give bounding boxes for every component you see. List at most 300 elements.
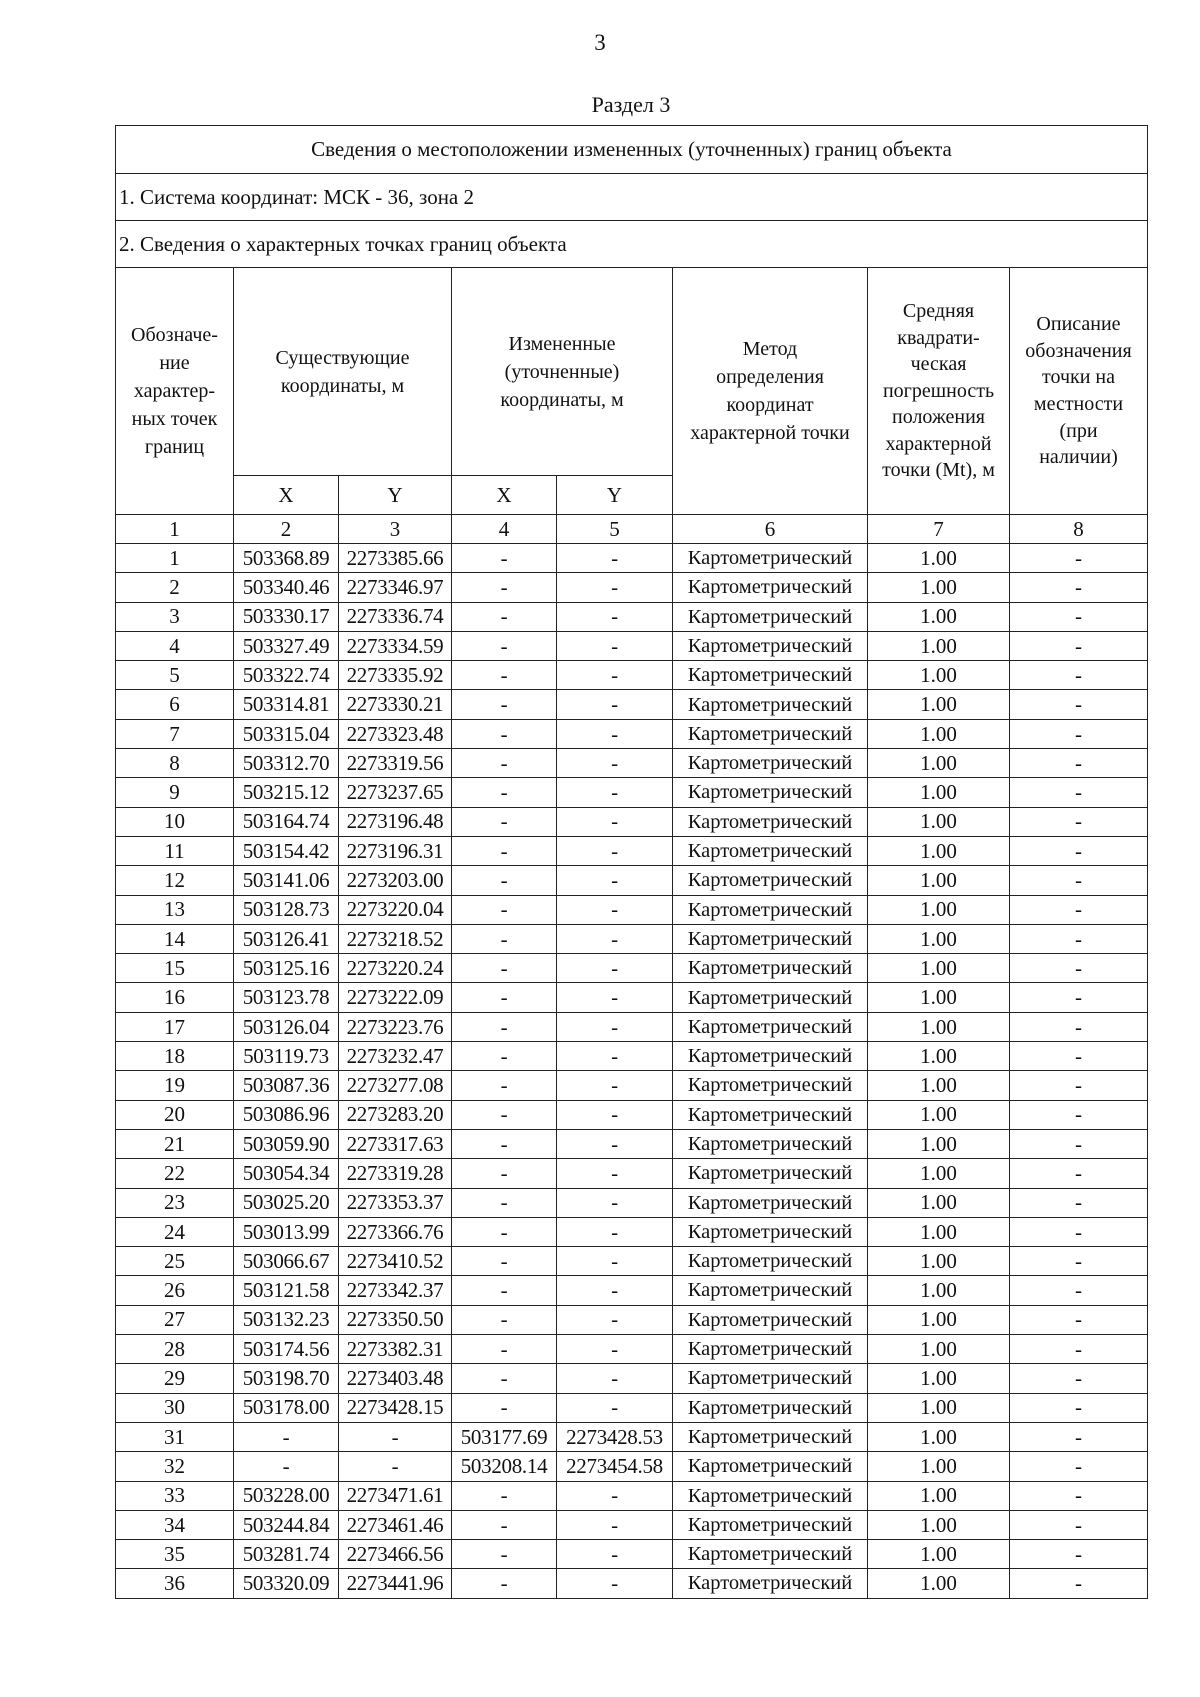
description-cell: - [1010,1422,1148,1451]
existing-y-cell: 2273222.09 [339,983,452,1012]
error-cell: 1.00 [868,1071,1010,1100]
method-cell: Картометрический [673,1540,868,1569]
changed-x-cell: - [452,719,557,748]
changed-x-cell: - [452,1159,557,1188]
existing-y-cell: 2273353.37 [339,1188,452,1217]
description-cell: - [1010,1042,1148,1071]
description-cell: - [1010,1247,1148,1276]
changed-y-cell: - [557,983,673,1012]
table-title: Сведения о местоположении измененных (уточненных) границ объекта [116,126,1148,174]
changed-y-cell: - [557,1364,673,1393]
changed-x-cell: - [452,924,557,953]
method-cell: Картометрический [673,1071,868,1100]
table-row [116,1335,1148,1364]
table-row [116,1510,1148,1539]
existing-x-cell: - [234,1422,339,1451]
changed-x-cell: - [452,866,557,895]
table-row [116,866,1148,895]
table-row [116,1012,1148,1041]
error-cell: 1.00 [868,1452,1010,1481]
point-id-cell: 30 [116,1393,234,1422]
table-body [116,544,1148,1599]
existing-y-cell: 2273466.56 [339,1540,452,1569]
existing-y-cell: 2273342.37 [339,1276,452,1305]
column-number: 7 [868,515,1010,544]
header-y-changed: Y [557,476,673,515]
changed-x-cell: - [452,1042,557,1071]
existing-x-cell: 503126.41 [234,924,339,953]
existing-y-cell: 2273220.04 [339,895,452,924]
existing-y-cell: 2273283.20 [339,1100,452,1129]
description-cell: - [1010,602,1148,631]
point-id-cell: 10 [116,807,234,836]
page-number: 3 [594,30,606,55]
description-cell: - [1010,954,1148,983]
existing-x-cell: 503327.49 [234,631,339,660]
changed-y-cell: - [557,690,673,719]
existing-y-cell: 2273366.76 [339,1217,452,1246]
error-cell: 1.00 [868,1276,1010,1305]
header-existing-coordinates: Существующие координаты, м [234,268,452,476]
existing-x-cell: 503066.67 [234,1247,339,1276]
changed-x-cell: - [452,1510,557,1539]
existing-y-cell: 2273196.48 [339,807,452,836]
method-cell: Картометрический [673,690,868,719]
changed-x-cell: - [452,1247,557,1276]
changed-x-cell: - [452,661,557,690]
error-cell: 1.00 [868,866,1010,895]
changed-x-cell: - [452,544,557,573]
existing-y-cell: 2273428.15 [339,1393,452,1422]
existing-x-cell: 503198.70 [234,1364,339,1393]
existing-x-cell: 503059.90 [234,1129,339,1158]
existing-y-cell: 2273334.59 [339,631,452,660]
existing-x-cell: 503125.16 [234,954,339,983]
changed-y-cell: - [557,836,673,865]
description-cell: - [1010,1305,1148,1334]
changed-x-cell: - [452,1481,557,1510]
changed-y-cell: - [557,1393,673,1422]
description-cell: - [1010,573,1148,602]
changed-y-cell: - [557,749,673,778]
changed-y-cell: - [557,1071,673,1100]
error-cell: 1.00 [868,1129,1010,1158]
column-number: 1 [116,515,234,544]
error-cell: 1.00 [868,690,1010,719]
table-row [116,1569,1148,1598]
existing-y-cell: 2273319.56 [339,749,452,778]
table-row [116,924,1148,953]
table-row [116,954,1148,983]
existing-y-cell: 2273335.92 [339,661,452,690]
point-id-cell: 15 [116,954,234,983]
method-cell: Картометрический [673,1042,868,1071]
description-cell: - [1010,983,1148,1012]
existing-x-cell: 503215.12 [234,778,339,807]
error-cell: 1.00 [868,1217,1010,1246]
error-cell: 1.00 [868,544,1010,573]
existing-y-cell: 2273223.76 [339,1012,452,1041]
table-row [116,836,1148,865]
changed-x-cell: - [452,836,557,865]
method-cell: Картометрический [673,1159,868,1188]
existing-y-cell: 2273330.21 [339,690,452,719]
description-cell: - [1010,544,1148,573]
table-row [116,690,1148,719]
existing-y-cell: 2273196.31 [339,836,452,865]
table-row [116,602,1148,631]
method-cell: Картометрический [673,924,868,953]
description-cell: - [1010,719,1148,748]
existing-y-cell: 2273317.63 [339,1129,452,1158]
point-id-cell: 7 [116,719,234,748]
existing-y-cell: 2273461.46 [339,1510,452,1539]
error-cell: 1.00 [868,573,1010,602]
existing-x-cell: 503119.73 [234,1042,339,1071]
method-cell: Картометрический [673,602,868,631]
point-id-cell: 13 [116,895,234,924]
point-id-cell: 16 [116,983,234,1012]
point-id-cell: 21 [116,1129,234,1158]
changed-y-cell: 2273454.58 [557,1452,673,1481]
existing-x-cell: 503320.09 [234,1569,339,1598]
error-cell: 1.00 [868,778,1010,807]
changed-y-cell: - [557,1569,673,1598]
method-cell: Картометрический [673,1481,868,1510]
changed-x-cell: - [452,1276,557,1305]
point-id-cell: 3 [116,602,234,631]
point-id-cell: 23 [116,1188,234,1217]
changed-x-cell: - [452,602,557,631]
existing-y-cell: 2273336.74 [339,602,452,631]
table-row [116,807,1148,836]
point-id-cell: 18 [116,1042,234,1071]
existing-x-cell: - [234,1452,339,1481]
column-number: 4 [452,515,557,544]
point-id-cell: 8 [116,749,234,778]
description-cell: - [1010,1276,1148,1305]
description-cell: - [1010,866,1148,895]
method-cell: Картометрический [673,1452,868,1481]
point-id-cell: 36 [116,1569,234,1598]
changed-x-cell: - [452,1393,557,1422]
description-cell: - [1010,1129,1148,1158]
method-cell: Картометрический [673,573,868,602]
changed-y-cell: - [557,924,673,953]
error-cell: 1.00 [868,924,1010,953]
existing-x-cell: 503087.36 [234,1071,339,1100]
existing-x-cell: 503315.04 [234,719,339,748]
existing-x-cell: 503141.06 [234,866,339,895]
existing-x-cell: 503123.78 [234,983,339,1012]
header-point-designation: Обозначе- ние характер- ных точек границ [116,268,234,515]
changed-x-cell: - [452,1335,557,1364]
existing-y-cell: 2273410.52 [339,1247,452,1276]
point-id-cell: 4 [116,631,234,660]
error-cell: 1.00 [868,1510,1010,1539]
existing-y-cell: 2273385.66 [339,544,452,573]
existing-y-cell: 2273323.48 [339,719,452,748]
changed-x-cell: - [452,1129,557,1158]
table-row [116,1393,1148,1422]
table-row [116,1100,1148,1129]
points-heading: 2. Сведения о характерных точках границ объекта [116,221,1148,268]
description-cell: - [1010,1481,1148,1510]
table-row [116,895,1148,924]
method-cell: Картометрический [673,1129,868,1158]
column-number: 5 [557,515,673,544]
point-id-cell: 24 [116,1217,234,1246]
table-row [116,631,1148,660]
changed-y-cell: - [557,544,673,573]
existing-y-cell: 2273319.28 [339,1159,452,1188]
point-id-cell: 22 [116,1159,234,1188]
existing-x-cell: 503025.20 [234,1188,339,1217]
existing-x-cell: 503281.74 [234,1540,339,1569]
changed-x-cell: - [452,631,557,660]
error-cell: 1.00 [868,602,1010,631]
error-cell: 1.00 [868,1335,1010,1364]
description-cell: - [1010,1393,1148,1422]
description-cell: - [1010,1540,1148,1569]
description-cell: - [1010,924,1148,953]
changed-x-cell: - [452,778,557,807]
table-row [116,661,1148,690]
existing-y-cell: 2273232.47 [339,1042,452,1071]
header-y-existing: Y [339,476,452,515]
method-cell: Картометрический [673,1422,868,1451]
method-cell: Картометрический [673,1305,868,1334]
changed-y-cell: - [557,954,673,983]
point-id-cell: 2 [116,573,234,602]
table-row [116,1364,1148,1393]
changed-x-cell: - [452,1217,557,1246]
changed-y-cell: - [557,719,673,748]
method-cell: Картометрический [673,1364,868,1393]
changed-x-cell: - [452,1071,557,1100]
error-cell: 1.00 [868,1012,1010,1041]
header-method: Метод определения координат характерной точки [673,268,868,515]
existing-x-cell: 503312.70 [234,749,339,778]
existing-x-cell: 503128.73 [234,895,339,924]
table-row [116,1188,1148,1217]
table-row [116,544,1148,573]
changed-y-cell: - [557,1100,673,1129]
existing-x-cell: 503228.00 [234,1481,339,1510]
table-row [116,778,1148,807]
changed-y-cell: - [557,895,673,924]
changed-y-cell: - [557,1510,673,1539]
table-row [116,1247,1148,1276]
error-cell: 1.00 [868,1569,1010,1598]
changed-x-cell: - [452,807,557,836]
method-cell: Картометрический [673,631,868,660]
error-cell: 1.00 [868,631,1010,660]
changed-y-cell: - [557,1188,673,1217]
description-cell: - [1010,749,1148,778]
section-label: Раздел 3 [591,92,671,117]
description-cell: - [1010,1452,1148,1481]
method-cell: Картометрический [673,807,868,836]
point-id-cell: 34 [116,1510,234,1539]
method-cell: Картометрический [673,1335,868,1364]
description-cell: - [1010,1217,1148,1246]
existing-x-cell: 503330.17 [234,602,339,631]
description-cell: - [1010,1569,1148,1598]
changed-y-cell: - [557,1335,673,1364]
method-cell: Картометрический [673,778,868,807]
table-row [116,983,1148,1012]
coordinate-system: 1. Система координат: МСК - 36, зона 2 [116,174,1148,221]
changed-y-cell: - [557,866,673,895]
point-id-cell: 12 [116,866,234,895]
description-cell: - [1010,895,1148,924]
existing-y-cell: 2273403.48 [339,1364,452,1393]
header-x-changed: X [452,476,557,515]
point-id-cell: 27 [116,1305,234,1334]
point-id-cell: 5 [116,661,234,690]
changed-x-cell: - [452,690,557,719]
point-id-cell: 1 [116,544,234,573]
description-cell: - [1010,778,1148,807]
changed-x-cell: - [452,954,557,983]
changed-y-cell: - [557,778,673,807]
existing-x-cell: 503164.74 [234,807,339,836]
existing-y-cell: - [339,1452,452,1481]
error-cell: 1.00 [868,1188,1010,1217]
header-changed-coordinates: Измененные (уточненные) координаты, м [452,268,673,476]
existing-x-cell: 503054.34 [234,1159,339,1188]
error-cell: 1.00 [868,1393,1010,1422]
point-id-cell: 14 [116,924,234,953]
point-id-cell: 33 [116,1481,234,1510]
changed-y-cell: - [557,1276,673,1305]
changed-y-cell: - [557,573,673,602]
description-cell: - [1010,1071,1148,1100]
table-row [116,719,1148,748]
existing-x-cell: 503244.84 [234,1510,339,1539]
method-cell: Картометрический [673,895,868,924]
error-cell: 1.00 [868,1364,1010,1393]
column-number: 8 [1010,515,1148,544]
error-cell: 1.00 [868,895,1010,924]
description-cell: - [1010,1159,1148,1188]
point-id-cell: 26 [116,1276,234,1305]
header-description: Описание обозначения точки на местности (при наличии) [1010,268,1148,515]
changed-y-cell: - [557,1129,673,1158]
method-cell: Картометрический [673,1217,868,1246]
column-number: 2 [234,515,339,544]
existing-x-cell: 503178.00 [234,1393,339,1422]
description-cell: - [1010,1364,1148,1393]
description-cell: - [1010,690,1148,719]
method-cell: Картометрический [673,1276,868,1305]
method-cell: Картометрический [673,836,868,865]
changed-y-cell: - [557,631,673,660]
point-id-cell: 6 [116,690,234,719]
point-id-cell: 25 [116,1247,234,1276]
error-cell: 1.00 [868,1247,1010,1276]
method-cell: Картометрический [673,1569,868,1598]
method-cell: Картометрический [673,1247,868,1276]
existing-y-cell: 2273220.24 [339,954,452,983]
header-mean-square-error: Средняя квадрати- ческая погрешность положения характерной точки (Mt), м [868,268,1010,515]
existing-y-cell: 2273237.65 [339,778,452,807]
description-cell: - [1010,836,1148,865]
changed-y-cell: - [557,1159,673,1188]
changed-y-cell: - [557,1305,673,1334]
changed-y-cell: - [557,1012,673,1041]
table-row [116,1159,1148,1188]
changed-y-cell: - [557,661,673,690]
changed-y-cell: - [557,602,673,631]
method-cell: Картометрический [673,954,868,983]
table-row [116,1540,1148,1569]
changed-x-cell: 503177.69 [452,1422,557,1451]
existing-x-cell: 503368.89 [234,544,339,573]
description-cell: - [1010,631,1148,660]
table-row [116,1452,1148,1481]
method-cell: Картометрический [673,749,868,778]
changed-x-cell: - [452,895,557,924]
changed-x-cell: 503208.14 [452,1452,557,1481]
existing-x-cell: 503121.58 [234,1276,339,1305]
point-id-cell: 35 [116,1540,234,1569]
method-cell: Картометрический [673,1100,868,1129]
existing-x-cell: 503126.04 [234,1012,339,1041]
changed-y-cell: - [557,1247,673,1276]
table-row [116,1276,1148,1305]
table-row [116,1129,1148,1158]
changed-y-cell: - [557,1540,673,1569]
existing-x-cell: 503154.42 [234,836,339,865]
table-row [116,1071,1148,1100]
existing-y-cell: 2273346.97 [339,573,452,602]
header-x-existing: X [234,476,339,515]
description-cell: - [1010,1510,1148,1539]
error-cell: 1.00 [868,807,1010,836]
table-row [116,1305,1148,1334]
changed-y-cell: - [557,807,673,836]
error-cell: 1.00 [868,1042,1010,1071]
column-number: 3 [339,515,452,544]
description-cell: - [1010,1335,1148,1364]
point-id-cell: 28 [116,1335,234,1364]
changed-x-cell: - [452,1569,557,1598]
table-row [116,1042,1148,1071]
error-cell: 1.00 [868,1422,1010,1451]
changed-x-cell: - [452,1100,557,1129]
table-row [116,573,1148,602]
existing-y-cell: 2273218.52 [339,924,452,953]
error-cell: 1.00 [868,749,1010,778]
error-cell: 1.00 [868,1100,1010,1129]
existing-x-cell: 503013.99 [234,1217,339,1246]
method-cell: Картометрический [673,1393,868,1422]
description-cell: - [1010,807,1148,836]
error-cell: 1.00 [868,954,1010,983]
existing-y-cell: 2273203.00 [339,866,452,895]
point-id-cell: 19 [116,1071,234,1100]
existing-x-cell: 503322.74 [234,661,339,690]
method-cell: Картометрический [673,544,868,573]
point-id-cell: 32 [116,1452,234,1481]
existing-y-cell: 2273382.31 [339,1335,452,1364]
error-cell: 1.00 [868,983,1010,1012]
error-cell: 1.00 [868,1305,1010,1334]
error-cell: 1.00 [868,1159,1010,1188]
description-cell: - [1010,1188,1148,1217]
